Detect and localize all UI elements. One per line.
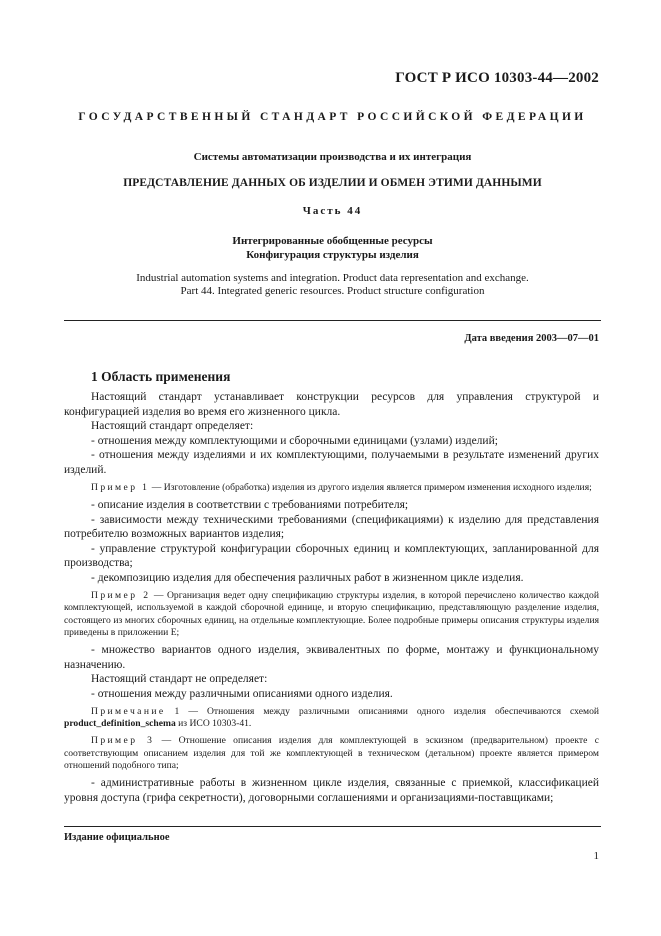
list-item: - множество вариантов одного изделия, эквивалентных по форме, монтажу и функциональному назначению. — [64, 644, 599, 671]
note-text: — Изготовление (обработка) изделия из другого изделия является примером изменения исходного изделия; — [149, 482, 592, 493]
gost-number: ГОСТ Р ИСО 10303-44—2002 — [395, 70, 599, 86]
note-label: Пример 1 — [91, 482, 150, 493]
subtitle — [64, 234, 601, 262]
schema-name: product_definition_schema — [64, 718, 176, 730]
list-item: - управление структурой конфигурации сборочных единиц и комплектующих, запланированной для производства; — [64, 542, 599, 570]
note-label: Примечание — [91, 706, 166, 718]
english-title — [64, 272, 601, 298]
bottom-divider — [64, 826, 601, 827]
note-label: Пример 3 — [91, 735, 155, 747]
subtitle-line-1: Интегрированные обобщенные ресурсы — [232, 235, 433, 247]
example-note — [64, 735, 599, 772]
part-label: Часть 44 — [302, 205, 363, 217]
series-title: Системы автоматизации производства и их интеграция — [193, 151, 472, 163]
paragraph: Настоящий стандарт определяет: — [91, 420, 254, 432]
subtitle-line-2: Конфигурация структуры изделия — [246, 249, 419, 261]
remark-note — [64, 706, 599, 730]
note-text: из ИСО 10303-41. — [175, 718, 252, 730]
note-label: Пример 2 — [91, 590, 151, 602]
section-body — [64, 390, 599, 805]
note-text: 1 — Отношения между различными описаниями одного изделия обеспечиваются схемой — [165, 706, 599, 718]
english-title-line-1: Industrial automation systems and integration. Product data representation and exchange. — [136, 272, 529, 284]
note-text: — Отношение описания изделия для комплектующей в эскизном (предварительном) проекте с соответствующим описанием изделия для той же комплектующей в техническом (детальном) проекте является примером отношений подобного типа; — [64, 735, 599, 771]
list-item: - административные работы в жизненном цикле изделия, связанные с приемкой, классификацией уровня доступа (грифа секретности), договорными соглашениями и организациями-поставщиками; — [64, 777, 599, 804]
section-heading: 1 Область применения — [91, 369, 231, 384]
list-item: - отношения между различными описаниями одного изделия. — [91, 687, 393, 700]
list-item: - декомпозицию изделия для обеспечения различных работ в жизненном цикле изделия. — [91, 571, 524, 584]
standard-header: ГОСУДАРСТВЕННЫЙ СТАНДАРТ РОССИЙСКОЙ ФЕДЕРАЦИИ — [78, 111, 587, 123]
top-divider — [64, 320, 601, 321]
list-item: - отношения между комплектующими и сборочными единицами (узлами) изделий; — [91, 434, 498, 447]
page-number: 1 — [593, 850, 599, 862]
paragraph: Настоящий стандарт не определяет: — [91, 673, 268, 686]
main-title: ПРЕДСТАВЛЕНИЕ ДАННЫХ ОБ ИЗДЕЛИИ И ОБМЕН ЭТИМИ ДАННЫМИ — [123, 177, 542, 189]
example-note — [64, 482, 599, 494]
list-item: - описание изделия в соответствии с требованиями потребителя; — [91, 499, 409, 512]
example-note — [64, 590, 599, 639]
intro-date: Дата введения 2003—07—01 — [464, 333, 599, 344]
paragraph: Настоящий стандарт устанавливает конструкции ресурсов для управления структурой и конфигурацией изделия во время его жизненного цикла. — [64, 391, 599, 418]
note-text: — Организация ведет одну спецификацию структуры изделия, в которой перечислено количество каждой комплектующей, используемой в каждой сборочной единице, и вторую спецификацию, представляющую разделение изделия, состоящего из многих сборочных единиц, на отдельные комплектующие. Более подробные примеры описания структуры изделия приведены в приложении Е; — [64, 590, 599, 638]
english-title-line-2: Part 44. Integrated generic resources. Product structure configuration — [180, 285, 485, 297]
list-item: - зависимости между техническими требованиями (спецификациями) к изделию для представления потребителю возможных вариантов изделия; — [64, 513, 599, 541]
list-item: - отношения между изделиями и их комплектующими, получаемыми в результате изменений других изделий. — [64, 449, 599, 476]
edition-label: Издание официальное — [64, 832, 170, 843]
